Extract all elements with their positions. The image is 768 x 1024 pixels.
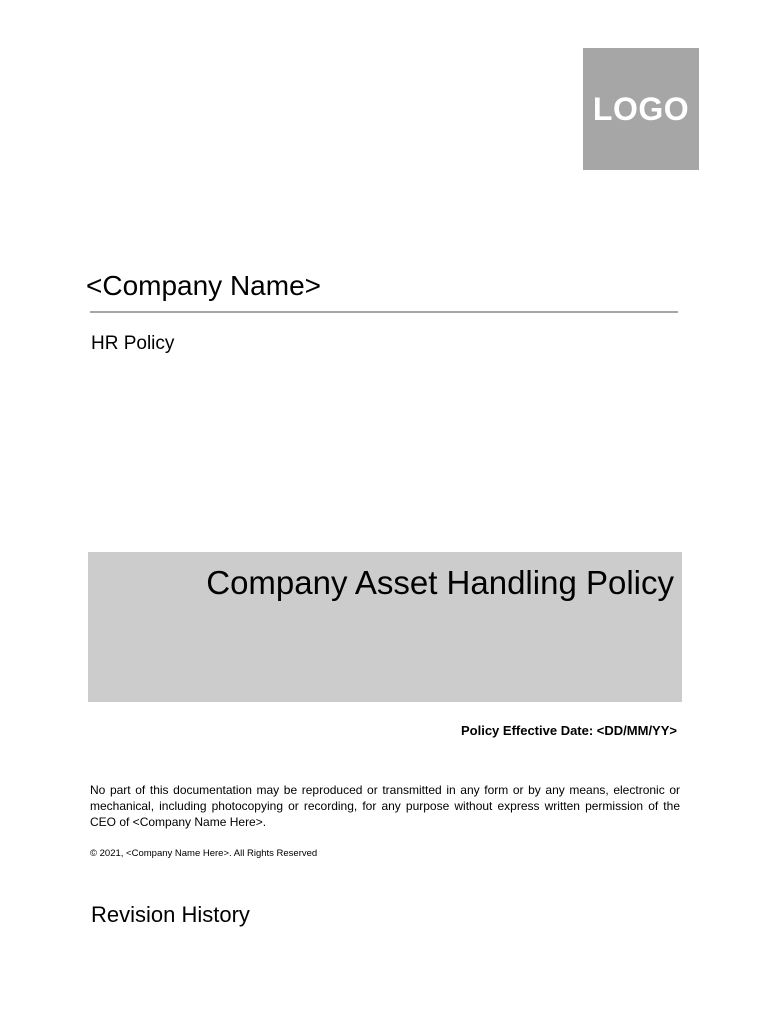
- company-name-divider: [90, 311, 678, 313]
- logo-placeholder: [583, 48, 699, 170]
- document-title: Company Asset Handling Policy: [206, 564, 674, 601]
- title-band: [88, 552, 682, 702]
- logo-text: LOGO: [592, 90, 690, 127]
- copyright-notice: No part of this documentation may be reproduced or transmitted in any form or by any means, electronic or mechanical, including photocopying or recording, for any purpose without express written permission of the CEO of <Company Name Here>.: [90, 783, 680, 829]
- document-category: HR Policy: [91, 333, 175, 354]
- policy-effective-date: Policy Effective Date: <DD/MM/YY>: [460, 723, 677, 738]
- company-name: <Company Name>: [86, 270, 322, 301]
- revision-history-heading: Revision History: [91, 902, 250, 927]
- rights-reserved-line: © 2021, <Company Name Here>. All Rights Reserved: [90, 848, 318, 859]
